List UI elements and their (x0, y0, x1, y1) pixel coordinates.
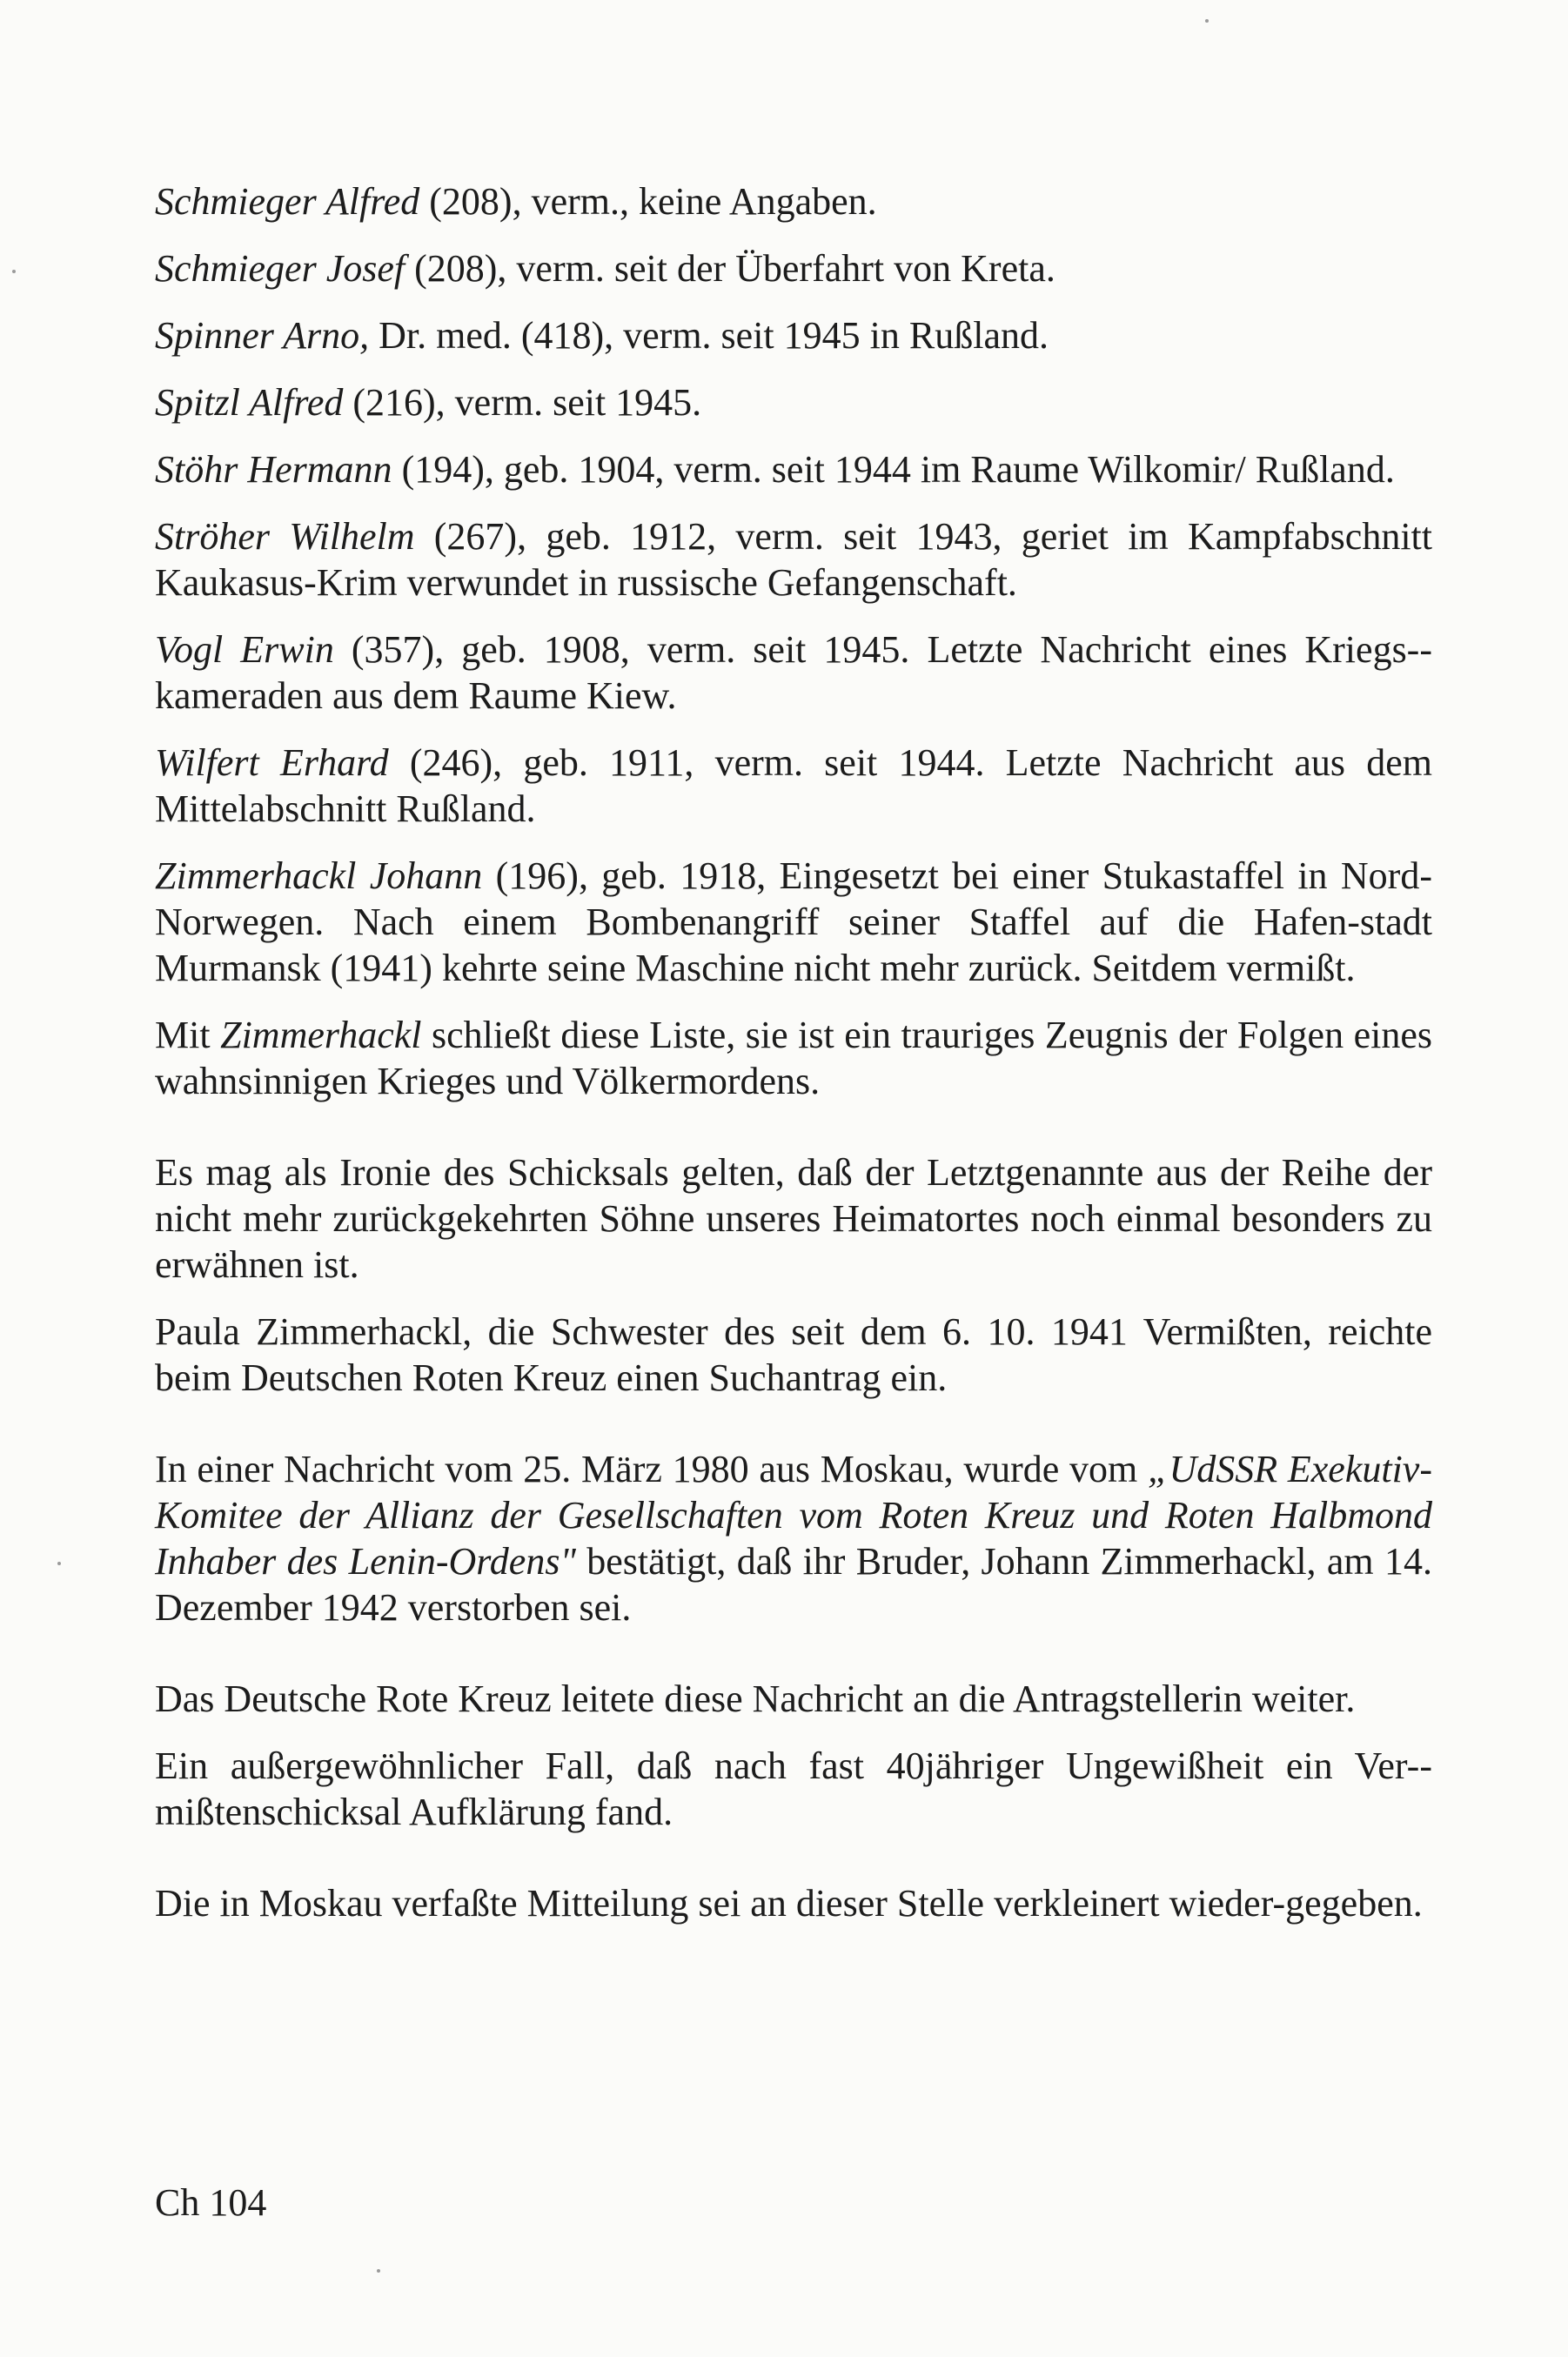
entry-text: (357), geb. 1908, verm. seit 1945. Letzte Nachricht eines Kriegs-kameraden aus dem Raume Kiew. (155, 628, 1432, 717)
entry-text: (194), geb. 1904, verm. seit 1944 im Raume Wilkomir/ Rußland. (392, 448, 1395, 491)
entry-name: Schmieger Josef (155, 247, 405, 290)
paper-speck (1205, 19, 1209, 23)
list-entry (155, 245, 1432, 291)
entry-name: Wilfert Erhard (155, 741, 389, 784)
list-entry (155, 513, 1432, 606)
entry-name: Spinner Arno, (155, 314, 370, 357)
entry-name: Vogl Erwin (155, 628, 334, 671)
entry-name: Spitzl Alfred (155, 381, 344, 424)
paper-speck (57, 1562, 61, 1565)
list-entry (155, 740, 1432, 832)
list-entry (155, 626, 1432, 719)
list-entry (155, 853, 1432, 991)
list-entry (155, 446, 1432, 492)
entry-text: (208), verm., keine Angaben. (419, 180, 877, 223)
entry-text: (246), geb. 1911, verm. seit 1944. Letzte Nachricht aus dem Mittelabschnitt Rußland. (155, 741, 1432, 830)
entry-name: Ströher Wilhelm (155, 515, 415, 558)
case-paragraph: Ein außergewöhnlicher Fall, daß nach fast 40jähriger Ungewißheit ein Ver-mißtenschicksal Aufklärung fand. (155, 1744, 1432, 1833)
list-entry (155, 312, 1432, 358)
paper-speck (12, 270, 16, 273)
page-body (155, 178, 1432, 1947)
drk-paragraph: Das Deutsche Rote Kreuz leitete diese Nachricht an die Antragstellerin weiter. (155, 1677, 1356, 1720)
entry-text: Dr. med. (418), verm. seit 1945 in Rußland. (369, 314, 1049, 357)
list-entry (155, 178, 1432, 224)
final-paragraph: Die in Moskau verfaßte Mitteilung sei an dieser Stelle verkleinert wieder-gegeben. (155, 1882, 1423, 1925)
committee-quote: „UdSSR Exekutiv-Komitee der Allianz der Gesellschaften vom Roten Kreuz und Roten Halbmond Inhaber des Lenin-Ordens" (155, 1448, 1432, 1583)
paper-speck (377, 2269, 380, 2273)
entry-name: Zimmerhackl Johann (155, 854, 483, 897)
list-entry (155, 379, 1432, 425)
page-number: Ch 104 (155, 2181, 267, 2224)
entry-name: Schmieger Alfred (155, 180, 420, 223)
entry-name: Stöhr Hermann (155, 448, 392, 491)
missing-persons-list (155, 178, 1432, 991)
entry-text: (208), verm. seit der Überfahrt von Kreta. (405, 247, 1055, 290)
paula-paragraph: Paula Zimmerhackl, die Schwester des seit dem 6. 10. 1941 Vermißten, reichte beim Deutschen Roten Kreuz einen Suchantrag ein. (155, 1310, 1432, 1399)
irony-paragraph: Es mag als Ironie des Schicksals gelten, daß der Letztgenannte aus der Reihe der nicht mehr zurückgekehrten Söhne unseres Heimatortes noch einmal besonders zu erwähnen ist. (155, 1151, 1432, 1286)
closing-name: Zimmerhackl (220, 1014, 422, 1056)
closing-paragraph: Mit Zimmerhackl schließt diese Liste, sie ist ein trauriges Zeugnis der Folgen eines wahnsinnigen Krieges und Völkermordens. (155, 1014, 1433, 1102)
entry-text: (267), geb. 1912, verm. seit 1943, geriet im Kampfabschnitt Kaukasus-Krim verwundet in russische Gefangenschaft. (155, 515, 1432, 604)
moscow-paragraph: In einer Nachricht vom 25. März 1980 aus Moskau, wurde vom „UdSSR Exekutiv-Komitee der Allianz der Gesellschaften vom Roten Kreuz und Roten Halbmond Inhaber des Lenin-Ordens" bestätigt, daß ihr Bruder, Johann Zimmerhackl, am 14. Dezember 1942 verstorben sei. (155, 1448, 1432, 1629)
entry-text: (196), geb. 1918, Eingesetzt bei einer Stukastaffel in Nord-Norwegen. Nach einem Bombenangriff seiner Staffel auf die Hafen-stadt Murmansk (1941) kehrte seine Maschine nicht mehr zurück. Seitdem vermißt. (155, 854, 1432, 989)
entry-text: (216), verm. seit 1945. (343, 381, 702, 424)
